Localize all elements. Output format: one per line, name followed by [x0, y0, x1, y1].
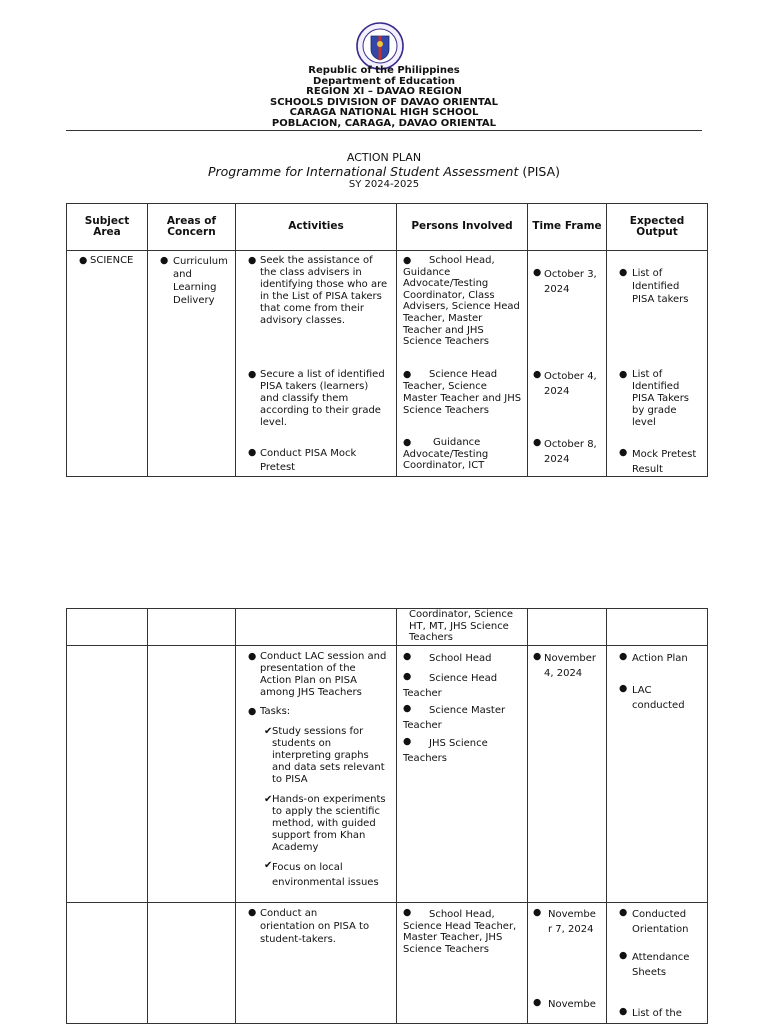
output-text: List of Identified PISA takers	[632, 268, 689, 305]
persons-item	[403, 907, 523, 955]
bullet-icon: ●	[619, 447, 628, 458]
subject-area-value: SCIENCE	[90, 255, 134, 266]
header-line-1: Republic of the Philippines	[308, 65, 460, 76]
time-frame-text: October 3, 2024	[544, 269, 597, 295]
output-item	[619, 1006, 703, 1021]
area-of-concern-item	[160, 255, 232, 307]
bullet-icon: ●	[619, 683, 628, 694]
tasks-item	[248, 706, 390, 718]
header-expected-output: Expected Output	[607, 204, 708, 251]
persons-item	[403, 651, 523, 666]
subtitle-italic: Programme for International Student Assessment	[207, 164, 519, 179]
bullet-icon: ●	[619, 907, 628, 918]
task-text: Focus on local environmental issues	[272, 862, 379, 888]
output-text: List of Identified PISA Takers by grade level	[632, 369, 690, 428]
activity-item	[248, 447, 390, 475]
table-header-row	[67, 204, 708, 251]
time-frame-item	[533, 651, 605, 681]
bullet-icon: ●	[533, 907, 542, 918]
area-of-concern-value: Curriculum and Learning Delivery	[173, 256, 228, 306]
persons-text: Science Master Teacher	[403, 705, 506, 731]
page-subtitle	[0, 164, 768, 179]
activity-text: Conduct PISA Mock Pretest	[260, 448, 357, 473]
header-persons-involved: Persons Involved	[397, 204, 528, 251]
header-time-frame: Time Frame	[528, 204, 607, 251]
header-areas-of-concern: Areas of Concern	[148, 204, 236, 251]
bullet-icon: ●	[248, 255, 257, 266]
header-line-2: Department of Education	[313, 75, 455, 87]
subtitle-tail: (PISA)	[522, 164, 561, 179]
action-plan-table-page-1	[66, 203, 708, 477]
bullet-icon: ●	[248, 447, 257, 458]
action-plan-table-page-2	[66, 608, 708, 1024]
time-frame-item	[533, 997, 605, 1012]
bullet-icon: ●	[403, 255, 412, 266]
persons-text: School Head, Guidance Advocate/Testing Coordinator, Class Advisers, Science Head Teacher, Master Teacher and JHS Science Teachers	[403, 255, 520, 348]
header-subject-area: Subject Area	[67, 204, 148, 251]
output-item	[619, 447, 703, 477]
output-text: LAC conducted	[632, 685, 685, 711]
page-title: ACTION PLAN	[346, 151, 422, 164]
persons-item	[403, 671, 523, 701]
task-item	[264, 726, 390, 786]
bullet-icon: ●	[403, 437, 412, 448]
bullet-icon: ●	[533, 437, 542, 448]
task-text: Study sessions for students on interpreting graphs and data sets relevant to PISA	[272, 726, 385, 785]
output-text: List of the	[632, 1008, 682, 1019]
output-text: Mock Pretest Result	[632, 449, 697, 475]
bullet-icon: ●	[619, 950, 628, 961]
header-line-4: SCHOOLS DIVISION OF DAVAO ORIENTAL	[270, 96, 498, 108]
bullet-icon: ●	[403, 703, 412, 714]
table-row	[67, 609, 708, 646]
persons-item	[403, 703, 523, 733]
bullet-icon: ●	[403, 671, 412, 682]
bullet-icon: ●	[160, 255, 169, 266]
bullet-icon: ●	[79, 255, 88, 266]
activity-item	[248, 907, 390, 946]
activity-text: Seek the assistance of the class advisers in identifying those who are in the List of PISA takers that come from their advisory classes.	[260, 255, 388, 326]
time-frame-item	[533, 369, 605, 399]
bullet-icon: ●	[403, 651, 412, 662]
bullet-icon: ●	[619, 1006, 628, 1017]
bullet-icon: ●	[403, 369, 412, 380]
bullet-icon: ●	[248, 907, 257, 918]
output-item	[619, 369, 703, 429]
task-item	[264, 794, 390, 854]
time-frame-text: October 4, 2024	[544, 371, 597, 397]
persons-text-continued: Coordinator, Science HT, MT, JHS Science Teachers	[409, 609, 514, 643]
checkmark-icon: ✔	[264, 860, 273, 871]
checkmark-icon: ✔	[264, 794, 273, 805]
bullet-icon: ●	[619, 267, 628, 278]
persons-text: JHS Science Teachers	[403, 738, 488, 764]
output-text: Action Plan	[632, 653, 688, 664]
time-frame-text: Novembe r 7, 2024	[548, 909, 596, 935]
activity-text: Conduct LAC session and presentation of the Action Plan on PISA among JHS Teachers	[260, 651, 387, 698]
header-line-6: POBLACION, CARAGA, DAVAO ORIENTAL	[271, 117, 497, 129]
persons-text: School Head	[429, 653, 492, 664]
time-frame-item	[533, 907, 605, 937]
table-row	[67, 646, 708, 903]
persons-text: School Head, Science Head Teacher, Master Teacher, JHS Science Teachers	[403, 909, 517, 955]
task-text: Hands-on experiments to apply the scientific method, with guided support from Khan Academy	[272, 794, 386, 853]
output-item	[619, 651, 703, 666]
bullet-icon: ●	[403, 736, 412, 747]
bullet-icon: ●	[619, 369, 628, 380]
persons-item	[403, 369, 523, 417]
persons-text: Guidance Advocate/Testing Coordinator, ICT	[403, 437, 489, 472]
activity-text: Secure a list of identified PISA takers (learners) and classify them according to their grade level.	[260, 369, 385, 428]
output-item	[619, 683, 703, 713]
bullet-icon: ●	[533, 997, 542, 1008]
table-row	[67, 251, 708, 477]
activity-item	[248, 369, 390, 429]
header-line-3: REGION XI – DAVAO REGION	[306, 86, 462, 98]
persons-item	[403, 736, 523, 766]
header-block	[0, 66, 768, 130]
bullet-icon: ●	[619, 651, 628, 662]
output-text: Conducted Orientation	[632, 909, 689, 935]
subject-area-item	[79, 255, 145, 267]
output-text: Attendance Sheets	[632, 952, 690, 978]
time-frame-item	[533, 267, 605, 297]
time-frame-text: November 4, 2024	[544, 653, 597, 679]
persons-text: Science Head Teacher	[403, 673, 498, 699]
table-row	[67, 903, 708, 1024]
bullet-icon: ●	[248, 651, 257, 662]
output-item	[619, 950, 703, 980]
tasks-label: Tasks:	[260, 706, 291, 717]
persons-text: Science Head Teacher, Science Master Teacher and JHS Science Teachers	[403, 369, 522, 416]
bullet-icon: ●	[248, 706, 257, 717]
bullet-icon: ●	[533, 651, 542, 662]
activity-item	[248, 255, 390, 327]
header-line-5: CARAGA NATIONAL HIGH SCHOOL	[289, 107, 479, 119]
output-item	[619, 907, 703, 937]
bullet-icon: ●	[248, 369, 257, 380]
deped-seal-icon	[356, 22, 404, 70]
time-frame-item	[533, 437, 605, 467]
bullet-icon: ●	[403, 907, 412, 918]
activity-item	[248, 651, 390, 699]
time-frame-text: October 8, 2024	[544, 439, 597, 465]
header-activities: Activities	[236, 204, 397, 251]
output-item	[619, 267, 703, 306]
activity-text: Conduct an orientation on PISA to student-takers.	[260, 908, 370, 945]
bullet-icon: ●	[533, 369, 542, 380]
persons-item	[403, 437, 523, 472]
checkmark-icon: ✔	[264, 726, 273, 737]
header-divider	[66, 130, 702, 131]
school-year: SY 2024-2025	[348, 179, 420, 190]
bullet-icon: ●	[533, 267, 542, 278]
task-item	[264, 860, 390, 890]
time-frame-text: Novembe	[548, 999, 596, 1010]
persons-item	[403, 255, 523, 348]
